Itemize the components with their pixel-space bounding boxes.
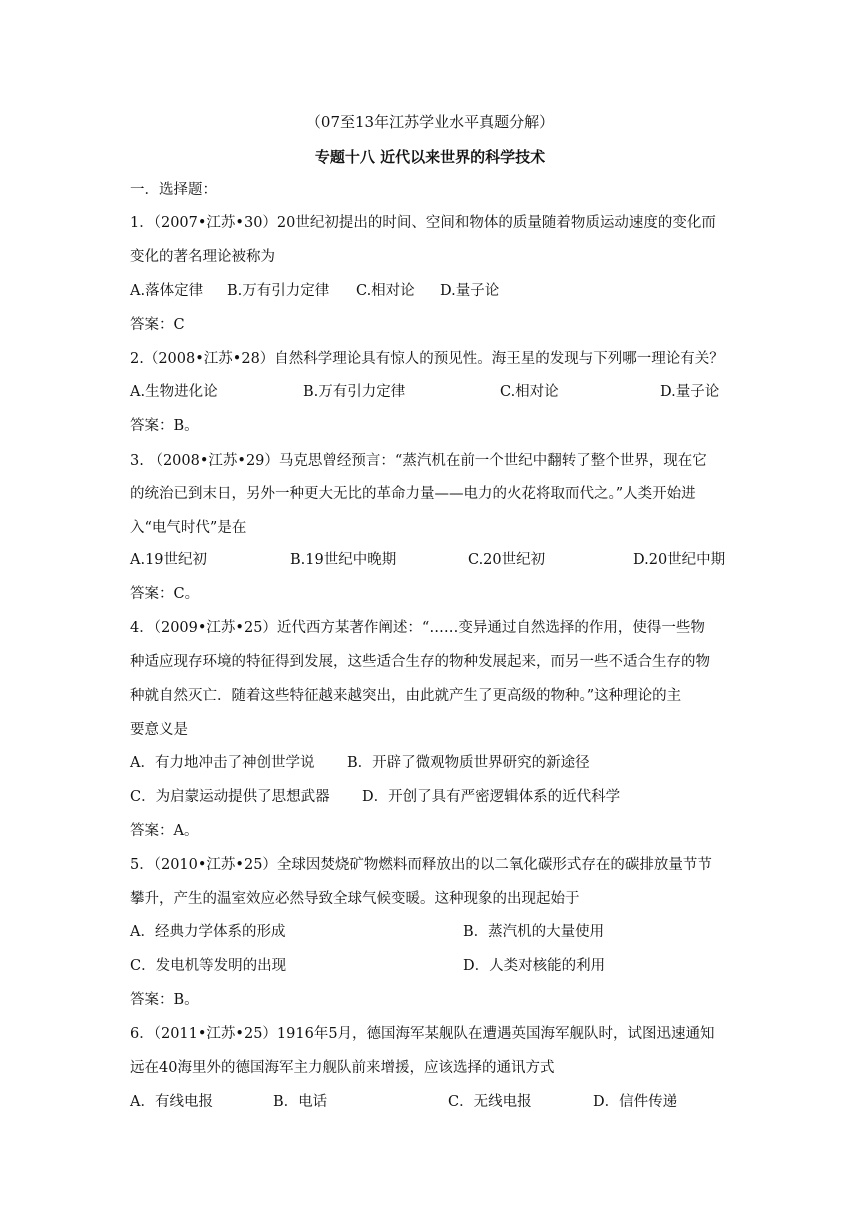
question-text-line: 5．（2010•江苏•25）全球因焚烧矿物燃料而释放出的以二氧化碳形式存在的碳排放量节节: [130, 857, 712, 873]
question-text-line: 2.（2008•江苏•28）自然科学理论具有惊人的预见性。海王星的发现与下列哪一理论有关？: [130, 351, 724, 367]
option-a: A.落体定律: [130, 283, 204, 299]
question-text-line: 4．（2009•江苏•25）近代西方某著作阐述：“……变异通过自然选择的作用，使得一些物: [130, 620, 705, 636]
question-text-line: 的统治已到末日，另外一种更大无比的革命力量——电力的火花将取而代之。”人类开始进: [130, 486, 696, 502]
option-a: A.19世纪初: [130, 552, 208, 568]
question-text-line: 1．（2007•江苏•30）20世纪初提出的时间、空间和物体的质量随着物质运动速度的变化而: [130, 215, 716, 231]
question-text-line: 变化的著名理论被称为: [130, 249, 275, 265]
options-row: [130, 922, 740, 942]
option-a: A．经典力学体系的形成: [130, 924, 286, 940]
option-c: C.相对论: [500, 384, 559, 400]
option-d: D．人类对核能的利用: [463, 958, 606, 974]
question-text-line: 远在40海里外的德国海军主力舰队前来增援，应该选择的通讯方式: [130, 1060, 555, 1076]
option-b: B．开辟了微观物质世界研究的新途径: [347, 755, 590, 771]
question-text-line: 攀升，产生的温室效应必然导致全球气候变暖。这种现象的出现起始于: [130, 891, 580, 907]
question-text-line: 入“电气时代”是在: [130, 520, 247, 536]
options-row: [130, 787, 740, 807]
option-b: B．蒸汽机的大量使用: [463, 924, 605, 940]
document-subtitle: （07至13年江苏学业水平真题分解）: [305, 113, 555, 131]
document-title: 专题十八 近代以来世界的科学技术: [314, 148, 546, 166]
options-row: [130, 956, 740, 976]
option-d: D．开创了具有严密逻辑体系的近代科学: [362, 789, 621, 805]
option-a: A．有线电报: [130, 1094, 213, 1110]
options-row: [130, 1092, 740, 1112]
option-d: D.量子论: [440, 283, 500, 299]
option-a: A.生物进化论: [130, 384, 218, 400]
option-b: B.19世纪中晚期: [290, 552, 397, 568]
options-row: [130, 753, 740, 773]
question-text-line: 种就自然灭亡．随着这些特征越来越突出，由此就产生了更高级的物种。”这种理论的主: [130, 688, 682, 704]
option-c: C.20世纪初: [468, 552, 546, 568]
answer-text: 答案：A。: [130, 823, 199, 839]
option-c: C.相对论: [356, 283, 415, 299]
option-b: B.万有引力定律: [303, 384, 406, 400]
option-a: A．有力地冲击了神创世学说: [130, 755, 315, 771]
question-text-line: 要意义是: [130, 722, 188, 738]
option-b: B．电话: [273, 1094, 328, 1110]
section-heading: 一．选择题：: [130, 182, 217, 198]
option-c: C．发电机等发明的出现: [130, 958, 287, 974]
option-c: C．无线电报: [448, 1094, 532, 1110]
question-text-line: 6．（2011•江苏•25）1916年5月，德国海军某舰队在遭遇英国海军舰队时，试图迅速通知: [130, 1026, 715, 1042]
options-row: [130, 281, 740, 301]
answer-text: 答案：C。: [130, 586, 200, 602]
options-row: [130, 382, 740, 402]
question-text-line: 3. （2008•江苏•29）马克思曾经预言：“蒸汽机在前一个世纪中翻转了整个世界，现在它: [130, 453, 707, 469]
question-text-line: 种适应现存环境的特征得到发展，这些适合生存的物种发展起来，而另一些不适合生存的物: [130, 654, 710, 670]
answer-text: 答案：C: [130, 317, 185, 333]
option-c: C．为启蒙运动提供了思想武器: [130, 789, 330, 805]
answer-text: 答案：B。: [130, 418, 199, 434]
option-b: B.万有引力定律: [227, 283, 330, 299]
options-row: [130, 550, 740, 570]
option-d: D.量子论: [660, 384, 720, 400]
answer-text: 答案：B。: [130, 992, 199, 1008]
option-d: D.20世纪中期: [633, 552, 726, 568]
option-d: D．信件传递: [593, 1094, 678, 1110]
